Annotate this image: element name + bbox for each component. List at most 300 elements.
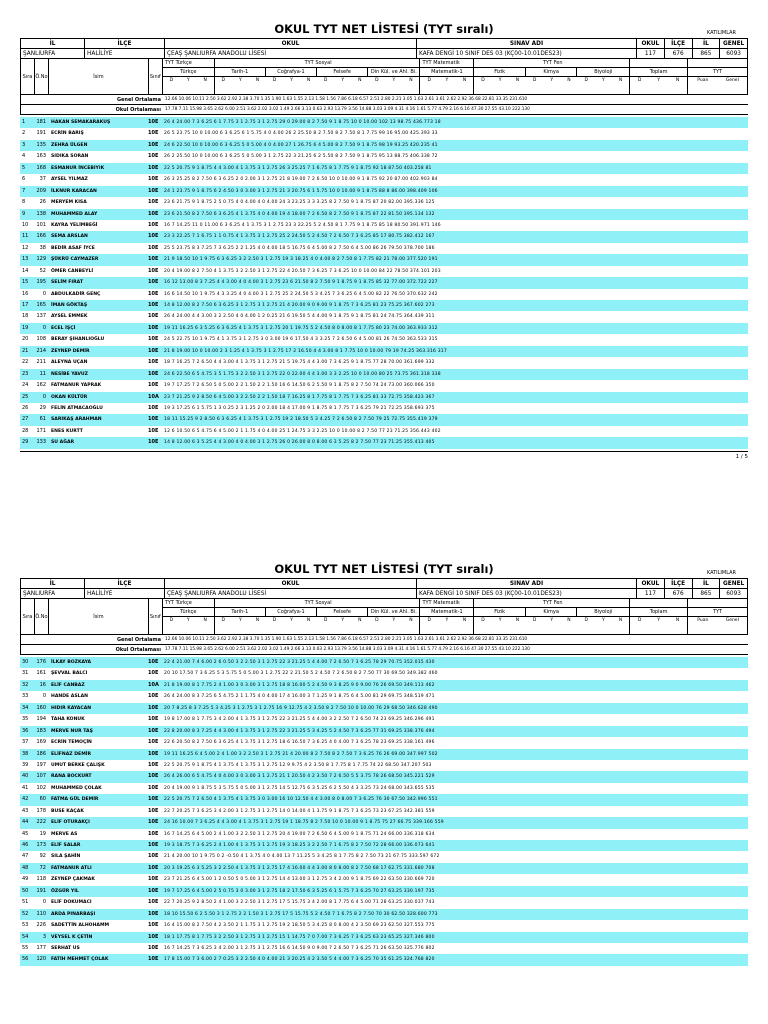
count-label-okul: OKUL xyxy=(637,39,665,49)
row-sinif: 10E xyxy=(148,267,159,274)
row-student-name: KAYRA YELİMBEĞİ xyxy=(51,222,98,228)
row-student-name: SADETTİN ALHOHAMM xyxy=(51,923,110,929)
row-scores: 23 7 21.25 9 2 8.50 6 4 5.00 3 2 2.50 2 2 1.50 18 7 16.25 8 1 7.75 8 1 7.75 7 3 6.25 81 33 72.75 358.423 367 xyxy=(164,394,435,400)
row-ono: 0 xyxy=(42,899,46,906)
row-sinif: 10E xyxy=(148,256,159,263)
row-sinif: 10E xyxy=(148,693,159,700)
row-student-name: MERVE NUR TAŞ xyxy=(51,728,93,734)
row-sinif: 10E xyxy=(148,187,159,194)
row-scores: 18 10 15.50 6 2 5.50 3 1 2.75 2 2 1.50 3 1 2.75 17 5 15.75 5 2 4.50 7 1 6.75 8 2 7.50 70 30 62.50 328.600 773 xyxy=(164,911,438,917)
table-row xyxy=(20,886,748,897)
row-sinif: 10E xyxy=(148,716,159,723)
row-student-name: OKAN KÜLTÜR xyxy=(51,394,88,400)
row-scores: 24 16 10.00 7 3 6.25 4 4 3.00 4 1 3.75 3 1 2.75 19 1 18.75 8 2 7.50 10 0 10.00 9 1 8.75 75 27 66.75 339.166 559 xyxy=(164,820,444,826)
row-scores: 18 7 16.25 7 2 6.50 4 4 3.00 4 1 3.75 3 1 2.75 21 5 19.75 4 4 3.00 7 3 6.25 9 1 8.75 77 28 70.00 361.699 332 xyxy=(164,360,435,366)
row-student-name: ENES KURTT xyxy=(51,428,83,434)
table-row xyxy=(20,392,748,403)
table-row xyxy=(20,369,748,380)
row-sinif: 10E xyxy=(148,416,159,423)
row-sira: 49 xyxy=(22,876,29,883)
row-sira: 3 xyxy=(22,141,26,148)
row-ono: 26 xyxy=(39,199,46,206)
table-row xyxy=(20,737,748,748)
row-ono: 226 xyxy=(36,922,46,929)
row-scores: 26 5 23.75 10 0 10.00 6 3 6.25 6 1 5.75 4 0 4.00 26 2 25.50 8 2 7.50 8 2 7.50 8 1 7.75 99 16 95.00 425.393 33 xyxy=(164,131,438,137)
row-sira: 33 xyxy=(22,693,29,700)
row-ono: 181 xyxy=(36,119,46,125)
table-row xyxy=(20,243,748,254)
row-ono: 0 xyxy=(42,290,46,297)
row-sinif: 10E xyxy=(148,933,159,940)
row-sira: 39 xyxy=(22,761,29,768)
sub-biyoloji: Biyoloji xyxy=(594,69,613,75)
row-sira: 41 xyxy=(22,784,29,791)
row-student-name: RANA BOCKURT xyxy=(51,774,92,780)
table-row xyxy=(20,174,748,185)
table-row xyxy=(20,691,748,702)
row-ono: 222 xyxy=(36,819,46,826)
row-ono: 194 xyxy=(36,716,46,723)
row-sira: 38 xyxy=(22,750,29,757)
table-row xyxy=(20,289,748,300)
row-sinif: 10E xyxy=(148,244,159,251)
row-ono: 3 xyxy=(42,933,46,940)
row-sira: 52 xyxy=(22,910,29,917)
sub-matematik: Matematik-1 xyxy=(431,69,463,75)
table-row xyxy=(20,277,748,288)
table-row xyxy=(20,323,748,334)
row-scores: 26 4 24.00 7 3 6.25 6 1 7.75 3 1 2.75 3 1 2.75 29 0 29.00 8 2 7.50 9 1 8.75 10 0 10.00 102 13 98.75 436.773 18 xyxy=(164,120,441,125)
row-student-name: ELİF OTURAKÇI xyxy=(51,820,90,826)
katilimlar-label: KATILIMLAR xyxy=(706,570,736,576)
table-row xyxy=(20,726,748,737)
row-ono: 108 xyxy=(36,336,46,343)
row-scores: 14 8 12.00 6 3 5.25 4 4 3.00 4 0 4.00 3 1 2.75 26 0 26.00 8 0 8.00 6 3 5.25 8 2 7.50 77 23 71.25 355.413 405 xyxy=(164,440,435,446)
row-scores: 25 5 23.75 8 3 7.25 7 3 6.25 2 2 1.25 4 0 4.00 18 5 16.75 6 4 5.00 8 2 7.50 6 4 5.00 86 26 79.50 378.700 186 xyxy=(164,245,435,251)
row-student-name: ÖZGÜR YIL xyxy=(51,888,79,894)
table-row xyxy=(20,437,748,448)
table-row xyxy=(20,909,748,920)
row-sinif: 10E xyxy=(148,659,159,665)
row-scores: 16 7 14.25 11 0 11.00 6 3 6.25 4 1 3.75 3 1 2.75 23 3 22.25 5 2 4.50 8 1 7.75 9 1 8.75 85 18 80.50 391.971 146 xyxy=(164,222,441,228)
row-scores: 23 6 21.50 8 2 7.50 6 3 6.25 4 1 3.75 4 0 4.00 19 4 18.00 7 2 6.50 8 2 7.50 9 1 8.75 87 22 81.50 395.134 132 xyxy=(164,211,435,217)
table-row xyxy=(20,863,748,874)
ilce-label: İLÇE xyxy=(85,39,165,49)
row-scores: 19 3 18.75 7 3 6.25 2 4 1.00 4 1 3.75 3 1 2.75 19 3 18.25 3 2 2.50 7 1 6.75 8 2 7.50 72 28 66.00 336.073 641 xyxy=(164,843,435,848)
row-student-name: FELİN ATMACAOĞLU xyxy=(51,405,103,411)
row-sira: 1 xyxy=(22,119,26,125)
row-sira: 2 xyxy=(22,130,26,137)
count-value-ilce: 676 xyxy=(665,49,693,59)
row-student-name: SILA ŞAHİN xyxy=(51,854,81,860)
page-number: 1 / 5 xyxy=(735,453,748,460)
row-scores: 16 4 15.00 8 2 7.50 4 2 3.50 2 1 1.75 3 1 2.75 19 2 18.50 5 3 4.25 8 0 8.00 4 2 3.50 69 23 62.50 327.553 775 xyxy=(164,923,435,929)
row-sinif: 10E xyxy=(148,176,159,183)
table-row xyxy=(20,117,748,128)
row-student-name: MERYEM KISA xyxy=(51,200,87,206)
row-sira: 8 xyxy=(22,199,26,206)
row-student-name: SU AĞAR xyxy=(51,440,75,446)
row-sinif: 10E xyxy=(148,404,159,411)
row-scores: 20 10 17.50 7 3 6.25 5 3 5.75 5 0 5.00 3 1 2.75 22 2 21.50 5 2 4.50 7 2 6.50 8 2 7.50 77 30 69.50 349.382 460 xyxy=(164,671,438,677)
row-sinif: 10E xyxy=(148,153,159,160)
row-ono: 178 xyxy=(36,807,46,814)
row-student-name: ARDA PINARBAŞI xyxy=(51,911,96,917)
row-sira: 15 xyxy=(22,279,29,286)
sub-turkce: Türkçe xyxy=(180,69,197,75)
row-sinif: 10E xyxy=(148,796,159,803)
row-sinif: 10E xyxy=(148,119,159,125)
row-sinif: 10E xyxy=(148,302,159,308)
row-sinif: 10E xyxy=(148,336,159,343)
row-ono: 138 xyxy=(36,210,46,217)
table-row xyxy=(20,771,748,782)
row-scores: 16 6 14.50 10 1 9.75 4 3 3.25 4 0 4.00 3 1 2.75 25 2 24.50 5 3 4.25 7 3 6.25 6 4 5.00 82 22 76.50 370.632 242 xyxy=(164,291,438,297)
row-student-name: FATMANUR ATLI xyxy=(51,865,92,871)
row-scores: 16 7 14.25 6 4 5.00 2 4 1.00 3 2 2.50 3 1 2.75 20 4 19.00 7 2 6.50 6 4 5.00 9 1 8.75 71 24 66.00 336.318 634 xyxy=(164,831,435,837)
row-sinif: 10E xyxy=(148,864,159,871)
row-ono: 0 xyxy=(42,693,46,700)
sub-kimya: Kimya xyxy=(526,68,578,76)
table-row xyxy=(20,920,748,931)
row-sira: 30 xyxy=(22,659,29,665)
row-sira: 5 xyxy=(22,164,26,171)
row-sinif: 10E xyxy=(148,347,159,354)
row-student-name: ZEYNEP DEMİR xyxy=(51,348,90,354)
il-value: ŞANLIURFA xyxy=(21,49,85,59)
row-sira: 23 xyxy=(22,370,29,377)
count-value-okul: 117 xyxy=(637,49,665,59)
row-student-name: ŞÜKRÜ CAYMAZER xyxy=(51,257,99,263)
row-sinif: 10E xyxy=(148,210,159,217)
row-sira: 27 xyxy=(22,416,29,423)
sub-fizik: Fizik xyxy=(474,68,526,76)
row-scores: 20 4 19.00 8 2 7.50 4 1 3.75 3 2 2.50 3 1 2.75 22 4 20.50 7 3 6.25 7 3 6.25 10 0 10.00 84 22 78.50 374.101 203 xyxy=(164,268,441,274)
row-student-name: ESMANUR İNCEBIYIK xyxy=(51,165,105,171)
table-row xyxy=(20,151,748,162)
row-scores: 20 7 8.25 8 3 7.25 5 3 4.25 3 1 2.75 3 1 2.75 16 9 12.75 4 2 3.50 8 2 7.50 10 0 10.00 76 29 68.50 346.628 490 xyxy=(164,705,438,711)
table-row xyxy=(20,703,748,714)
row-sira: 54 xyxy=(22,933,29,940)
group-turkce: TYT Türkçe Türkçe D Y N xyxy=(163,59,215,94)
row-sinif: 10E xyxy=(148,819,159,826)
page-bottom-rule xyxy=(20,451,748,452)
row-student-name: BERAY ŞIHANLIOĞLU xyxy=(51,337,105,343)
row-sira: 36 xyxy=(22,727,29,734)
row-student-name: FATMA GÜL DEMİR xyxy=(51,797,99,803)
row-scores: 19 7 17.25 7 2 6.50 5 0 5.00 2 2 1.50 2 2 1.50 16 6 14.50 6 2 5.50 9 1 8.75 8 2 7.50 74 24 73.00 360.066 350 xyxy=(164,383,435,389)
row-student-name: BEDİR ASAF İYCE xyxy=(51,245,95,251)
row-student-name: ELİF SALAR xyxy=(51,843,81,848)
table-row xyxy=(20,760,748,771)
row-scores: 22 5 20.75 7 2 6.50 4 1 3.75 4 1 3.75 3 0 3.00 16 10 12.50 4 4 3.00 8 0 8.00 7 3 6.25 76 30 67.50 342.996 551 xyxy=(164,797,438,803)
table-row xyxy=(20,209,748,220)
okul-label: OKUL xyxy=(165,39,417,49)
table-row xyxy=(20,163,748,174)
row-ono: 211 xyxy=(36,359,46,366)
row-student-name: VEYSEL K ÇETİN xyxy=(51,934,93,940)
row-student-name: HANDE ASLAN xyxy=(51,694,88,700)
sub-toplam: Toplam xyxy=(649,69,668,75)
row-student-name: ELİF CANBAZ xyxy=(51,682,85,688)
table-row xyxy=(20,266,748,277)
column-header xyxy=(20,59,748,95)
row-ono: 118 xyxy=(36,876,46,883)
row-student-name: ZEHRA ÜLGEN xyxy=(51,142,88,148)
col-sinif: Sınıf xyxy=(149,59,163,94)
row-scores: 21 8 19.00 10 0 10.00 2 3 1.25 4 1 3.75 3 1 2.75 17 2 16.50 4 4 3.00 8 1 7.75 10 0 10.00 79 19 74.25 363.316 317 xyxy=(164,348,447,354)
header-info-table: İL ŞANLIURFA İLÇE HALİLİYE OKUL ÇEAŞ ŞANLIURFA ANADOLU LİSESİ SINAV ADI KAFA DENGİ 10 SINIF DES 03 (KÇ00-10.01DES23) OKUL İLÇE İL GENEL 117 676 865 6093 xyxy=(20,578,748,599)
table-row xyxy=(20,220,748,231)
row-scores: 19 11 16.25 6 3 5.25 6 3 6.25 4 1 3.75 3 1 2.75 20 1 19.75 5 2 4.50 8 0 8.00 8 1 7.75 80 23 74.00 363.933 312 xyxy=(164,325,438,331)
row-ono: 165 xyxy=(36,302,46,308)
row-scores: 19 7 17.25 6 4 5.00 2 5 0.75 3 0 3.00 3 1 2.75 18 2 17.50 6 3 5.25 6 1 5.75 7 3 6.25 70 27 63.25 330.197 735 xyxy=(164,888,435,894)
row-ono: 72 xyxy=(39,864,46,871)
row-student-name: ECEL İŞÇİ xyxy=(51,325,76,331)
row-sinif: 10A xyxy=(148,393,159,400)
table-row xyxy=(20,783,748,794)
row-sinif: 10E xyxy=(148,842,159,848)
table-row xyxy=(20,943,748,954)
row-sinif: 10E xyxy=(148,784,159,791)
row-sira: 24 xyxy=(22,382,29,389)
okul-value: ÇEAŞ ŞANLIURFA ANADOLU LİSESİ xyxy=(165,49,417,59)
row-scores: 24 5 22.75 10 1 9.75 4 1 3.75 3 1 2.75 3 0 3.00 19 6 17.50 4 3 3.25 7 2 6.50 6 4 5.00 81 26 74.50 363.533 315 xyxy=(164,337,438,343)
row-scores: 20 4 19.00 9 1 8.75 5 3 5.75 5 0 5.00 3 1 2.75 14 5 12.75 6 3 5.25 6 2 5.50 4 3 3.25 73 24 68.00 343.655 535 xyxy=(164,785,435,791)
row-student-name: MUHAMMED ALAY xyxy=(51,211,98,217)
row-ono: 161 xyxy=(36,670,46,677)
row-scores: 23 3 22.25 7 1 6.75 1 1 0.75 4 1 3.75 3 1 2.75 25 2 24.50 5 2 4.50 7 2 6.50 7 3 6.25 85 17 80.75 382.412 167 xyxy=(164,234,435,240)
row-sira: 32 xyxy=(22,681,29,688)
row-student-name: SIDIKA SORAN xyxy=(51,154,89,160)
sub-din: Din Kül. ve Ahl. Bi. xyxy=(370,69,417,75)
row-student-name: ECRİN TEMOÇİN xyxy=(51,740,92,746)
row-sira: 29 xyxy=(22,439,29,446)
row-sira: 35 xyxy=(22,716,29,723)
row-ono: 176 xyxy=(36,659,46,665)
student-table-page-2 xyxy=(20,657,748,966)
row-ono: 16 xyxy=(39,681,46,688)
row-ono: 163 xyxy=(36,153,46,160)
student-table-page-1 xyxy=(20,117,748,449)
row-ono: 173 xyxy=(36,842,46,848)
count-label-il: İL xyxy=(693,39,721,49)
row-sira: 4 xyxy=(22,153,26,160)
row-sira: 16 xyxy=(22,290,29,297)
row-student-name: HIDIR KAYACAN xyxy=(51,705,92,711)
column-header: Sıra Ö.No İsim Sınıf TYT Türkçe Türkçe D Y N TYT Sosyal Tarih-1 Coğrafya-1 Felsefe Din Kül. ve Ahl. Bi. D Y N D Y N D Y N D Y N TYT Matematik Matematik-1 D Y N TYT Fen Fizik Kimya Biyoloji D Y N D Y N D Y N Toplam D Y N TYT Puan Genel xyxy=(20,599,748,635)
row-sira: 37 xyxy=(22,739,29,746)
row-sinif: 10A xyxy=(148,681,159,688)
row-student-name: ÖMER CANBEYLİ xyxy=(51,268,94,274)
report-title: OKUL TYT NET LİSTESİ (TYT sıralı) xyxy=(274,22,494,36)
row-sira: 45 xyxy=(22,830,29,837)
row-scores: 26 4 24.00 4 4 3.00 3 2 2.50 4 0 4.00 1 2 0.25 21 6 19.50 5 4 4.00 9 1 8.75 9 1 8.75 81 24 74.75 364.439 311 xyxy=(164,314,435,320)
row-scores: 23 6 21.75 9 1 8.75 2 5 0.75 4 0 4.00 4 0 4.00 24 3 23.25 3 3 3.25 8 2 7.50 9 1 8.75 87 20 82.00 395.336 125 xyxy=(164,200,435,206)
row-student-name: MUHAMMED ÇOLAK xyxy=(51,785,102,791)
row-sira: 48 xyxy=(22,864,29,871)
row-ono: 168 xyxy=(36,164,46,171)
row-sinif: 10E xyxy=(148,233,159,240)
row-scores: 16 12 13.00 8 3 7.25 4 4 3.00 4 0 4.00 3 1 2.75 23 6 21.50 8 2 7.50 9 1 8.75 9 1 8.75 85 32 77.00 372.722 227 xyxy=(164,280,438,286)
row-scores: 24 6 22.50 10 0 10.00 6 3 6.25 5 0 5.00 4 0 4.00 27 1 26.75 6 4 5.00 8 2 7.50 9 1 8.75 98 19 93.25 420.235 41 xyxy=(164,142,438,148)
row-sira: 28 xyxy=(22,427,29,434)
row-sinif: 10E xyxy=(148,313,159,320)
row-sira: 22 xyxy=(22,359,29,366)
group-fen: TYT Fen Fizik Kimya Biyoloji D Y N D Y N D Y N xyxy=(474,59,630,94)
row-scores: 19 3 17.25 6 1 5.75 1 3 0.25 2 3 1.25 2 0 2.00 18 4 17.00 9 1 8.75 8 1 7.75 7 3 6.25 79 21 72.25 358.693 375 xyxy=(164,405,435,411)
row-sira: 20 xyxy=(22,336,29,343)
table-row xyxy=(20,311,748,322)
row-ono: 133 xyxy=(36,439,46,446)
genel-ortalama-row: Genel Ortalama 12.66 10.06 10.11 2.50 3.62 2.92 2.38 3.70 1.35 1.90 1.63 1.55 2.13 1.58 1.56 7.86 6.18 6.57 2.51 2.80 2.21 3.05 1.63 2.61 3.61 2.62 2.92 36.68 22.81 33.35 231.610 xyxy=(20,95,748,105)
row-ono: 29 xyxy=(39,404,46,411)
row-scores: 26 4 24.00 8 3 7.25 6 5 4.75 2 1 1.75 4 0 4.00 17 4 16.00 3 7 1.25 9 1 8.75 6 4 5.00 81 29 69.75 348.519 471 xyxy=(164,694,435,700)
row-sira: 10 xyxy=(22,221,29,228)
row-sinif: 10E xyxy=(148,359,159,366)
row-sira: 42 xyxy=(22,796,29,803)
row-student-name: ELİFNAZ DEMİR xyxy=(51,751,92,757)
row-scores: 23 7 21.25 6 4 5.00 1 2 0.50 5 0 5.00 3 1 2.75 14 4 13.00 3 1 2.75 3 4 2.00 9 1 8.75 69 22 63.50 330.669 720 xyxy=(164,877,435,883)
row-ono: 166 xyxy=(36,233,46,240)
group-tyt: TYT Puan Genel xyxy=(688,59,748,94)
table-row xyxy=(20,680,748,691)
group-toplam: Toplam D Y N xyxy=(630,59,688,94)
row-student-name: TAHA KONUK xyxy=(51,717,85,723)
table-row xyxy=(20,197,748,208)
row-ono: 0 xyxy=(42,393,46,400)
row-student-name: NESİBE YAVUZ xyxy=(51,371,88,377)
row-sira: 25 xyxy=(22,393,29,400)
row-sinif: 10E xyxy=(148,704,159,711)
row-scores: 20 3 19.25 6 3 5.25 3 2 2.50 4 1 3.75 3 1 2.75 17 4 16.00 4 4 3.00 8 0 8.00 8 2 7.50 68 17 62.75 331.680 708 xyxy=(164,865,435,871)
row-ono: 137 xyxy=(36,313,46,320)
table-row xyxy=(20,300,748,311)
row-sinif: 10E xyxy=(148,221,159,228)
row-ono: 0 xyxy=(42,324,46,331)
table-row xyxy=(20,426,748,437)
row-ono: 160 xyxy=(36,704,46,711)
row-sinif: 10E xyxy=(148,956,159,963)
row-scores: 24 6 22.50 6 5 4.75 3 5 1.75 3 2 2.50 3 1 2.75 22 0 22.00 4 4 3.00 3 3 2.25 10 0 10.00 80 25 73.75 361.318 338 xyxy=(164,371,441,377)
row-student-name: AYSEL EMMEK xyxy=(51,314,88,320)
row-sinif: 10E xyxy=(148,807,159,814)
row-sira: 17 xyxy=(22,302,29,308)
row-ono: 186 xyxy=(36,750,46,757)
row-sinif: 10E xyxy=(148,670,159,677)
row-sira: 43 xyxy=(22,807,29,814)
row-ono: 135 xyxy=(36,141,46,148)
row-sinif: 10E xyxy=(148,199,159,206)
row-sira: 11 xyxy=(22,233,29,240)
row-ono: 37 xyxy=(39,176,46,183)
row-ono: 38 xyxy=(39,244,46,251)
table-row xyxy=(20,186,748,197)
row-sira: 14 xyxy=(22,267,29,274)
row-sira: 50 xyxy=(22,887,29,894)
row-sira: 13 xyxy=(22,256,29,263)
col-isim: İsim xyxy=(49,59,149,94)
row-ono: 60 xyxy=(39,796,46,803)
table-row xyxy=(20,334,748,345)
row-ono: 191 xyxy=(36,130,46,137)
row-student-name: FATMANUR YAPRAK xyxy=(51,383,102,389)
row-ono: 52 xyxy=(39,267,46,274)
row-sinif: 10E xyxy=(148,761,159,768)
row-student-name: İLKNUR KARACAN xyxy=(51,188,97,194)
row-sinif: 10E xyxy=(148,130,159,137)
row-sinif: 10E xyxy=(148,750,159,757)
report-page-1 xyxy=(20,20,748,460)
row-scores: 21 8 19.00 8 1 7.75 2 4 1.00 3 0 3.00 3 1 2.75 18 8 16.00 5 2 4.50 9 3 8.25 9 0 9.00 76 26 69.50 349.113 462 xyxy=(164,682,435,688)
table-row xyxy=(20,851,748,862)
row-sira: 6 xyxy=(22,176,26,183)
table-row xyxy=(20,128,748,139)
sinav-label: SINAV ADI xyxy=(417,39,637,49)
row-scores: 22 5 20.75 9 1 8.75 4 1 3.75 4 1 3.75 3 1 2.75 12 9 9.75 4 2 3.50 8 1 7.75 8 1 7.75 74 22 68.50 347.207 503 xyxy=(164,762,432,768)
table-row xyxy=(20,829,748,840)
row-scores: 21 9 18.50 10 1 9.75 6 3 6.25 3 2 2.50 3 1 2.75 19 3 18.25 4 0 4.00 8 2 7.50 8 1 7.75 82 21 78.00 377.520 191 xyxy=(164,257,438,263)
row-sinif: 10E xyxy=(148,164,159,171)
row-sira: 56 xyxy=(22,956,29,963)
row-sira: 12 xyxy=(22,244,29,251)
row-scores: 26 3 25.25 8 2 7.50 6 3 6.25 2 0 2.00 3 1 2.75 21 8 19.00 7 2 6.50 10 0 10.00 9 1 8.75 92 20 87.00 402.903 84 xyxy=(164,177,438,183)
row-student-name: FATİH MEHMET ÇOLAK xyxy=(51,957,109,963)
row-sira: 47 xyxy=(22,853,29,860)
row-scores: 17 8 15.00 7 3 6.00 2 7 0.25 3 2 2.50 4 0 4.00 21 3 20.25 4 2 3.50 5 4 4.00 7 3 6.25 70 35 61.25 324.768 820 xyxy=(164,957,435,963)
okul-ortalamasi-row: Okul Ortalaması 17.78 7.11 15.98 3.65 2.62 6.00 2.51 3.62 2.02 3.02 1.49 2.66 3.13 0.63 2.93 13.79 3.56 14.88 3.03 3.09 4.31 4.16 1.61 5.77 4.79 2.16 6.16 47.30 27.55 43.10 222.130 xyxy=(20,645,748,655)
row-sinif: 10E xyxy=(148,944,159,951)
table-row xyxy=(20,806,748,817)
table-row xyxy=(20,414,748,425)
row-sinif: 10E xyxy=(148,887,159,894)
row-student-name: MERVE AS xyxy=(51,831,78,837)
row-sinif: 10E xyxy=(148,899,159,906)
row-sinif: 10E xyxy=(148,876,159,883)
table-row xyxy=(20,897,748,908)
table-row xyxy=(20,380,748,391)
sub-tarih: Tarih-1 xyxy=(215,68,266,76)
table-row xyxy=(20,817,748,828)
col-ono: Ö.No xyxy=(35,59,49,94)
row-sira: 55 xyxy=(22,944,29,951)
row-sira: 9 xyxy=(22,210,26,217)
row-scores: 22 8 20.00 8 3 7.25 4 4 3.00 4 1 3.75 3 1 2.75 22 3 21.25 5 3 4.25 5 2 4.50 7 3 6.25 77 31 69.25 338.376 494 xyxy=(164,728,435,734)
row-scores: 21 4 20.00 10 1 9.75 0 2 -0.50 4 1 3.75 4 0 4.00 13 7 11.25 5 3 4.25 8 1 7.75 8 2 7.50 73 21 67.75 333.597 672 xyxy=(164,854,440,860)
row-student-name: ZEYNEP ÇAKMAK xyxy=(51,877,95,883)
row-student-name: UMUT BERKE ÇALIŞK xyxy=(51,762,105,768)
count-label-genel: GENEL xyxy=(720,39,748,49)
table-row xyxy=(20,840,748,851)
table-row xyxy=(20,254,748,265)
row-scores: 26 4 26.00 6 5 4.75 4 0 4.00 3 0 3.00 3 1 2.75 21 1 20.50 4 2 3.50 7 2 6.50 5 5 3.75 78 26 68.50 345.221 529 xyxy=(164,774,435,780)
row-sinif: 10E xyxy=(148,773,159,780)
row-sira: 34 xyxy=(22,704,29,711)
row-student-name: ECRİN BARIŞ xyxy=(51,131,84,137)
row-sinif: 10E xyxy=(148,382,159,389)
row-sira: 26 xyxy=(22,404,29,411)
row-sira: 44 xyxy=(22,819,29,826)
row-scores: 26 2 25.50 10 0 10.00 6 3 6.25 5 0 5.00 3 1 2.75 22 3 21.25 6 2 5.50 8 2 7.50 9 1 8.75 95 13 88.75 406.338 72 xyxy=(164,154,438,160)
row-student-name: AYSEL YILMAZ xyxy=(51,177,88,183)
row-sinif: 10E xyxy=(148,279,159,286)
row-ono: 191 xyxy=(36,887,46,894)
row-scores: 16 7 14.25 7 3 6.25 3 4 2.00 3 1 2.75 3 1 2.75 16 6 14.50 9 0 9.00 7 2 6.50 7 3 6.25 71 26 63.50 325.776 802 xyxy=(164,945,435,951)
row-ono: 183 xyxy=(36,727,46,734)
row-student-name: SARIKAŞ ARAHMAN xyxy=(51,417,102,423)
row-student-name: BUSE KAÇAK xyxy=(51,808,84,814)
row-sinif: 10E xyxy=(148,370,159,377)
